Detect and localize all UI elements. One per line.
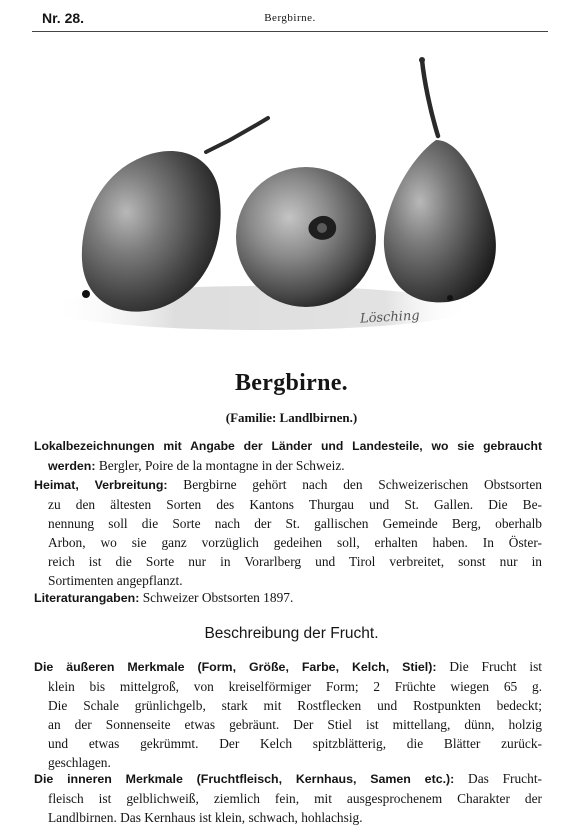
local-names-label-cont: werden: (48, 459, 96, 473)
artist-signature: Lösching (359, 308, 420, 327)
local-names-label: Lokalbezeichnungen mit Angabe der Länder und Landesteile, wo sie gebraucht (34, 439, 542, 453)
outer-line: an der Sonnenseite etwas gebräunt. Der Stiel ist mittellang, dünn, holzig (48, 717, 542, 732)
heimat-line: nennung soll die Sorte nach der St. gallischen Gemeinde Berg, oberhalb (48, 516, 542, 531)
outer-line: klein bis mittelgroß, von kreiselförmiger Form; 2 Früchte wiegen 65 g. (48, 679, 542, 694)
inner-features-label: Die inneren Merkmale (Fruchtfleisch, Kernhaus, Samen etc.): (34, 772, 455, 786)
heimat-line: zu den ältesten Sorten des Kantons Thurgau und St. Gallen. Die Be- (48, 497, 542, 512)
heimat-paragraph (34, 475, 542, 590)
inner-line: Landlbirnen. Das Kernhaus ist klein, schwach, hohlachsig. (48, 810, 363, 825)
pear-illustration (20, 40, 550, 340)
literature-text: Schweizer Obstsorten 1897. (142, 590, 294, 605)
running-title: Bergbirne. (264, 12, 316, 24)
literature-paragraph (34, 588, 542, 608)
outer-line: geschlagen. (48, 755, 111, 770)
outer-line: Die Frucht ist (449, 659, 542, 674)
page-header (32, 10, 548, 32)
outer-line: und etwas gekrümmt. Der Kelch spitzblätterig, die Blätter zurück- (48, 736, 542, 751)
heimat-line: Bergbirne gehört nach den Schweizerischen Obstsorten (183, 477, 542, 492)
heimat-line: reich ist die Sorte nur in Vorarlberg und Tirol verbreitet, sonst nur in (48, 554, 542, 569)
local-names-paragraph (34, 437, 542, 476)
heimat-line: Arbon, wo sie ganz vorzüglich gedeihen soll, erhalten haben. In Öster- (48, 535, 542, 550)
heimat-line: Sortimenten angepflanzt. (48, 573, 183, 588)
page-subtitle: (Familie: Landlbirnen.) (225, 410, 358, 425)
heimat-label: Heimat, Verbreitung: (34, 478, 168, 492)
header-rule (32, 31, 548, 32)
local-names-text: Bergler, Poire de la montagne in der Schweiz. (98, 458, 345, 473)
section-heading: Beschreibung der Frucht. (204, 625, 379, 642)
literature-label: Literaturangaben: (34, 591, 140, 605)
outer-features-label: Die äußeren Merkmale (Form, Größe, Farbe, Kelch, Stiel): (34, 660, 437, 674)
inner-line: fleisch ist gelblichweiß, ziemlich fein, mit ausgesprochenem Charakter der (48, 791, 542, 806)
page-title: Bergbirne. (235, 370, 348, 396)
inner-features-paragraph (34, 769, 542, 827)
right-pear (384, 57, 496, 302)
inner-line: Das Frucht- (468, 771, 542, 786)
outer-features-paragraph (34, 657, 542, 772)
middle-pear (236, 167, 376, 307)
plate-number: Nr. 28. (42, 10, 85, 26)
outer-line: Die Schale grünlichgelb, stark mit Rostflecken und Rostpunkten bedeckt; (48, 698, 542, 713)
